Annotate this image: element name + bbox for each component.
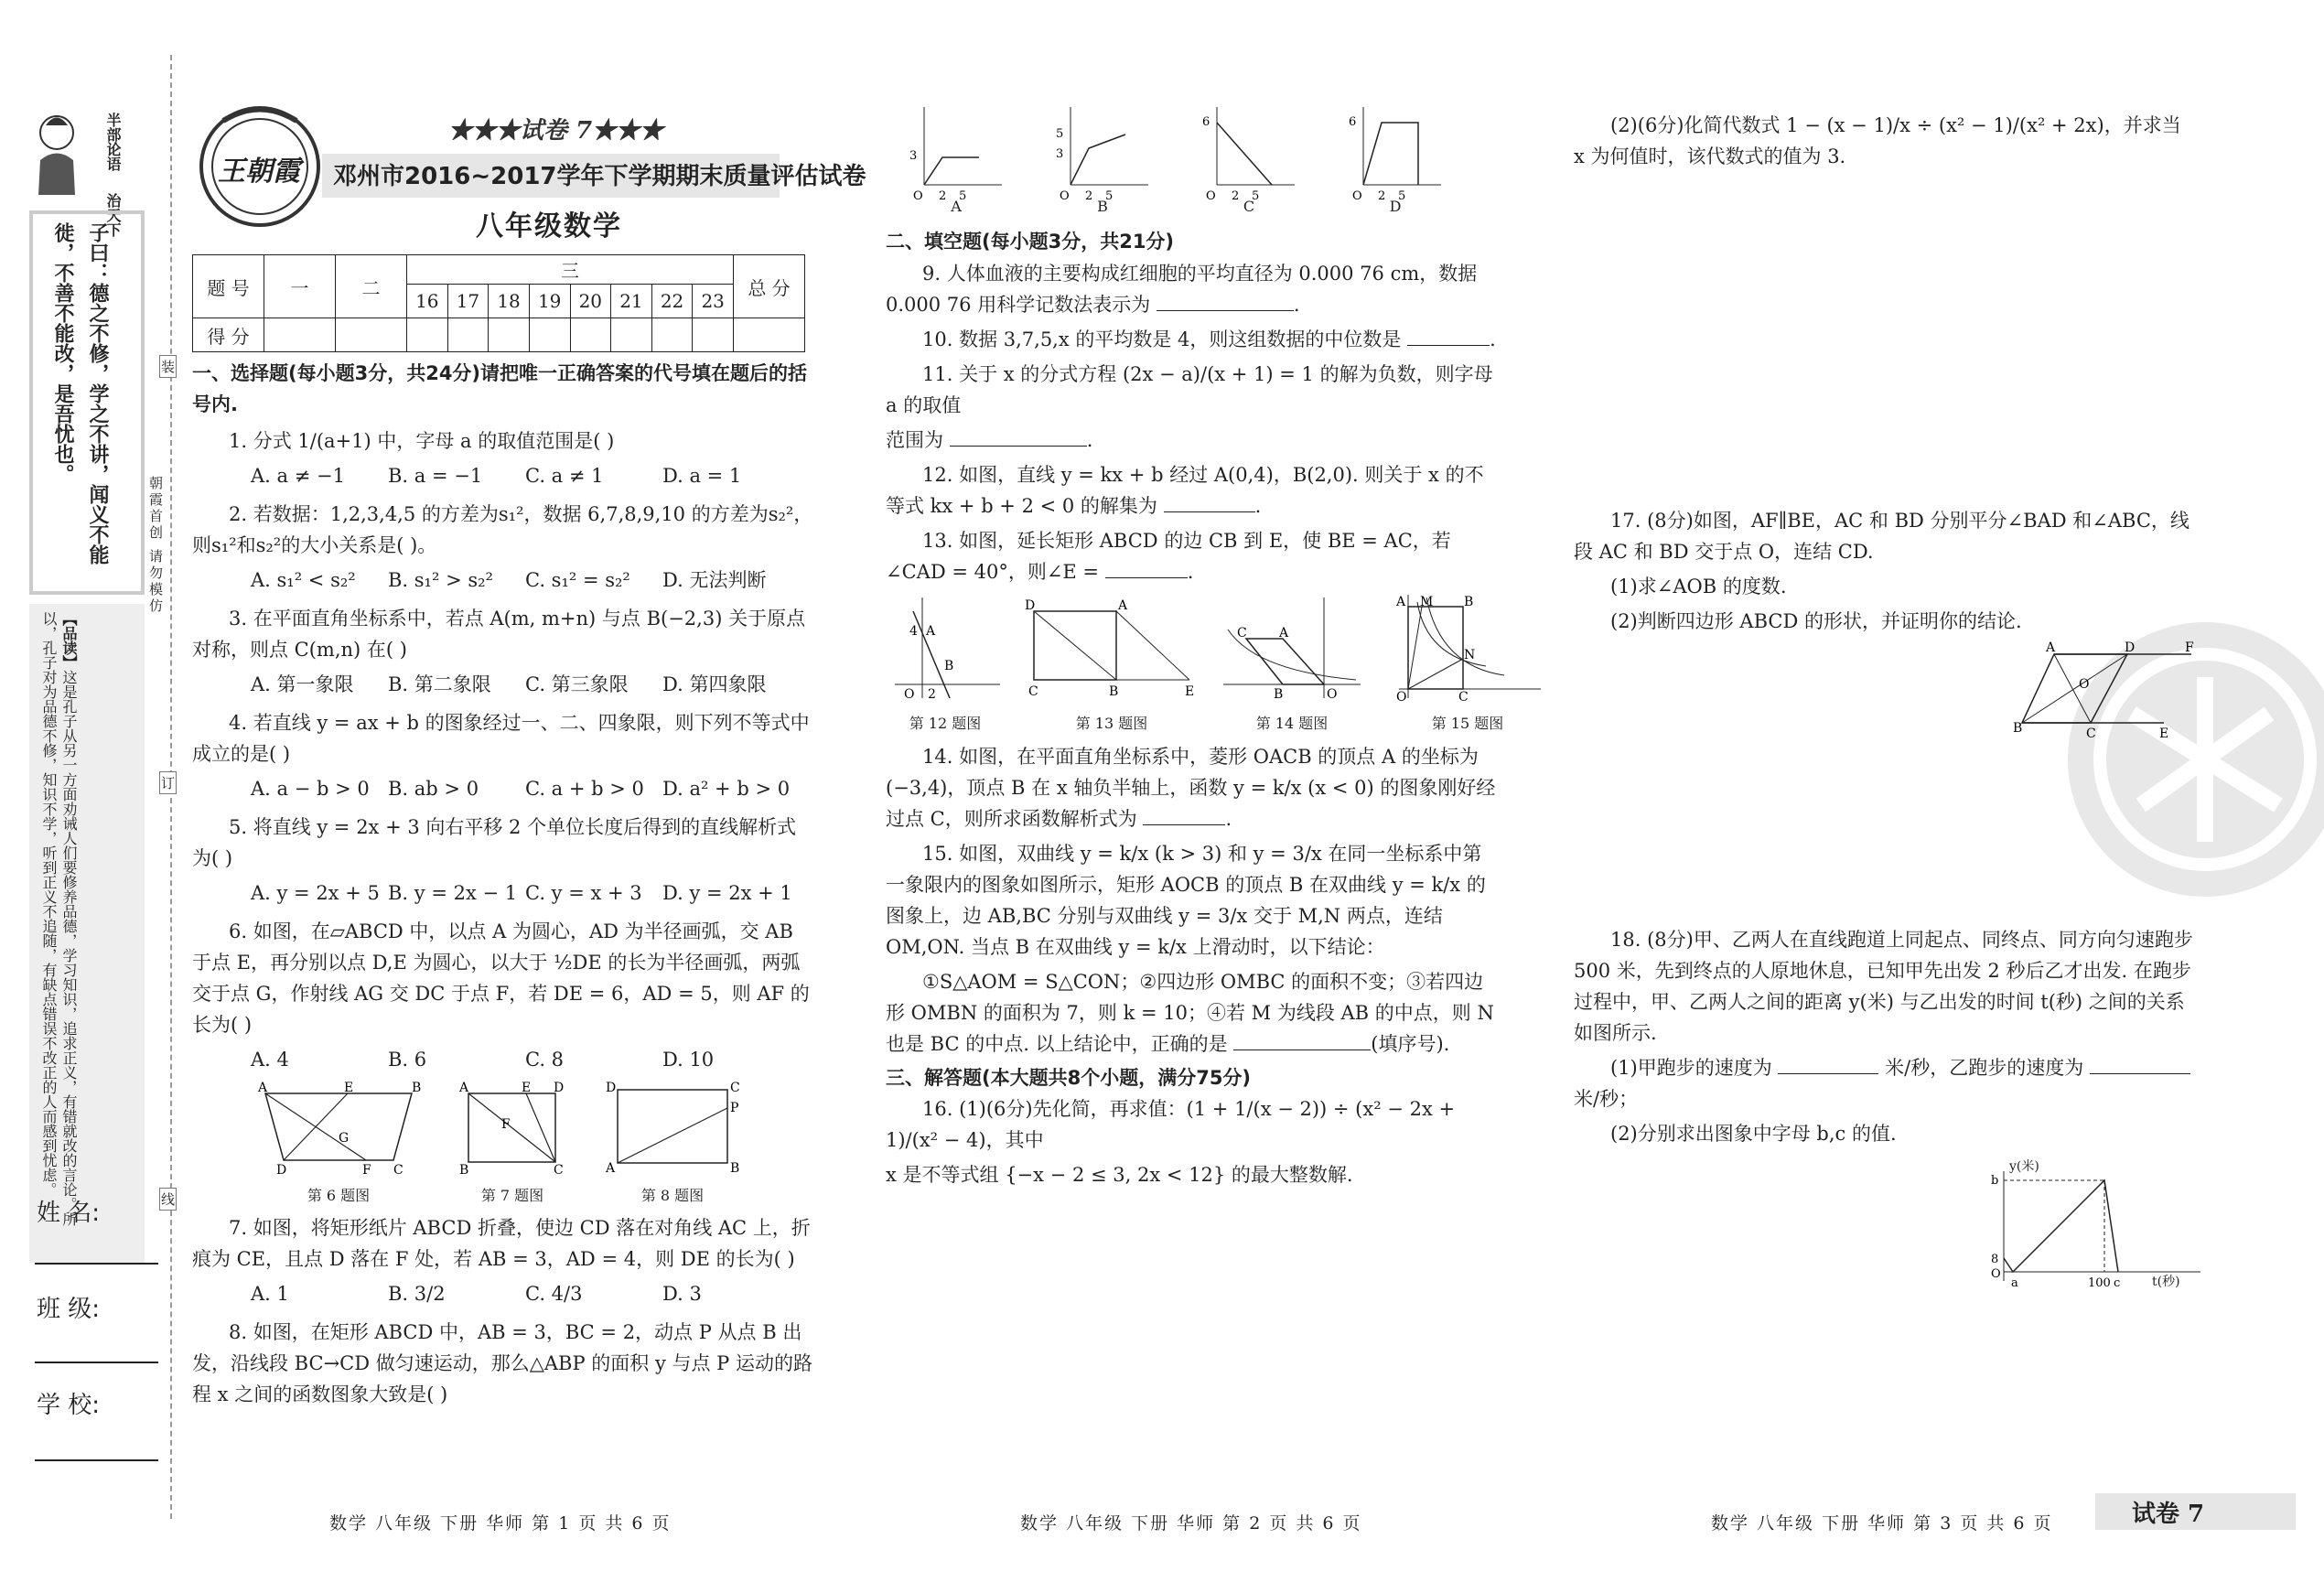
svg-text:O: O <box>1352 189 1362 203</box>
svg-text:5: 5 <box>1056 127 1064 141</box>
option[interactable]: B. 第二象限 <box>388 673 491 696</box>
svg-text:C: C <box>2086 727 2096 741</box>
score-header-3: 三 <box>407 255 734 285</box>
figure-6 <box>256 1082 421 1207</box>
svg-text:2: 2 <box>928 686 936 702</box>
side-note: 朝霞首创 请勿模仿 <box>147 476 164 615</box>
section1-heading: 一、选择题(每小题3分，共24分)请把唯一正确答案的代号填在题后的括号内. <box>192 362 808 415</box>
q17-part1: (1)求∠AOB 的度数. <box>1610 576 1787 598</box>
graph-d-plot <box>1345 102 1446 203</box>
score-cell[interactable] <box>407 318 448 352</box>
figure-15 <box>1385 593 1550 736</box>
class-field[interactable] <box>35 1362 158 1363</box>
figure-13-caption: 第 13 题图 <box>1075 714 1148 732</box>
svg-text:P: P <box>730 1101 739 1116</box>
hyperbola-figure <box>1385 593 1550 703</box>
option[interactable]: D. 无法判断 <box>662 569 767 592</box>
school-label: 学 校: <box>37 1392 101 1419</box>
svg-text:B: B <box>944 658 954 673</box>
svg-text:B: B <box>2013 721 2023 736</box>
svg-text:b: b <box>1991 1174 1999 1188</box>
option[interactable]: C. 4/3 <box>525 1283 583 1306</box>
q18: 18. (8分)甲、乙两人在直线跑道上同起点、同终点、同方向匀速跑步 500 米，先到终点的人原地休息，已知甲先出发 2 秒后乙才出发. 在跑步过程中，甲、乙两人之间的距离 y(米) 与乙出发的时间 t(秒) 之间的关系如图所示. <box>1574 929 2193 1045</box>
parallelogram-figure <box>256 1081 422 1179</box>
svg-text:B: B <box>730 1161 740 1177</box>
score-row-label: 得 分 <box>193 318 264 352</box>
figure-8 <box>604 1082 741 1207</box>
sidebar-quote: 子曰：德之不修，学之不讲，闻义不能徙，不善不能改，是吾忧也。 <box>51 222 110 565</box>
svg-text:D: D <box>606 1081 617 1096</box>
score-cell[interactable] <box>529 318 570 352</box>
svg-text:C: C <box>1028 683 1038 699</box>
question-18 <box>1574 924 2196 1153</box>
footer-page-2: 数学 八年级 下册 华师 第 2 页 共 6 页 <box>1020 1513 1362 1534</box>
option[interactable]: C. y = x + 3 <box>525 882 642 905</box>
figure-8-caption: 第 8 题图 <box>640 1186 705 1204</box>
sidebar-comment: 【品读】这是孔子从另一方面劝诫人们要修养品德，学习知识，追求正义，有错就改的言论。所以，孔子对为品德不修，知识不学，听到正义不追随，有缺点错误不改正的人而感到忧虑。 <box>40 611 78 1226</box>
figure-12-caption: 第 12 题图 <box>909 714 982 732</box>
svg-text:2: 2 <box>939 189 947 203</box>
q9: 9. 人体血液的主要构成红细胞的平均直径为 0.000 76 cm，数据 0.000 76 用科学记数法表示为 . <box>886 262 1478 316</box>
svg-text:100: 100 <box>2088 1276 2111 1290</box>
figure-15-caption: 第 15 题图 <box>1431 714 1504 732</box>
sidebar-portrait <box>29 105 84 197</box>
graph-x-label: t(秒) <box>2152 1275 2180 1289</box>
name-field[interactable] <box>35 1263 158 1265</box>
rectangle-fold-figure <box>457 1081 567 1179</box>
column-2 <box>886 227 1504 1194</box>
option[interactable]: C. a ≠ 1 <box>525 465 604 488</box>
school-field[interactable] <box>35 1459 158 1461</box>
svg-text:M: M <box>1420 594 1434 609</box>
option[interactable]: A. 第一象限 <box>251 673 354 696</box>
option[interactable]: B. ab > 0 <box>388 778 479 801</box>
rhombus-figure <box>1219 593 1365 703</box>
svg-text:O: O <box>1327 686 1338 702</box>
figure-7 <box>457 1082 567 1207</box>
q1-options <box>251 460 814 491</box>
option[interactable]: B. s₁² > s₂² <box>388 569 493 592</box>
answer-blank[interactable] <box>1143 808 1225 825</box>
svg-text:5: 5 <box>1252 189 1260 203</box>
svg-text:2: 2 <box>1085 189 1093 203</box>
figure-14-caption: 第 14 题图 <box>1255 714 1329 732</box>
q10: 10. 数据 3,7,5,x 的平均数是 4，则这组数据的中位数是 . <box>922 328 1496 350</box>
option[interactable]: D. 10 <box>662 1049 715 1071</box>
svg-text:c: c <box>2114 1276 2121 1290</box>
svg-text:E: E <box>2159 727 2169 741</box>
q2: 2. 若数据：1,2,3,4,5 的方差为s₁²，数据 6,7,8,9,10 的方差为s₂²，则s₁²和s₂²的大小关系是( )。 <box>192 503 813 557</box>
rectangle-abcd-figure <box>604 1081 741 1177</box>
answer-blank[interactable] <box>1407 328 1490 346</box>
svg-text:C: C <box>730 1081 740 1096</box>
q6: 6. 如图，在▱ABCD 中，以点 A 为圆心，AD 为半径画弧，交 AB 于点 E，再分别以点 D,E 为圆心，以大于 ½DE 的长为半径画弧，两弧交于点 G，作射线 AG 交 DC 于点 F，若 DE = 6，AD = 5，则 AF 的长为( ) <box>192 920 810 1037</box>
graph-d <box>1345 102 1446 221</box>
svg-text:E: E <box>1185 683 1195 699</box>
figure-12 <box>886 593 1005 736</box>
svg-text:O: O <box>1060 189 1070 203</box>
svg-text:5: 5 <box>1105 189 1114 203</box>
answer-blank[interactable] <box>2090 1057 2190 1074</box>
score-cell[interactable] <box>264 318 336 352</box>
figures-6-8 <box>256 1082 814 1207</box>
footer-page-3: 数学 八年级 下册 华师 第 3 页 共 6 页 <box>1711 1513 2053 1534</box>
svg-text:O: O <box>2079 677 2090 692</box>
score-cell[interactable] <box>693 318 734 352</box>
q3-options <box>251 669 814 700</box>
paper-number: ★★★试卷 7★★★ <box>448 117 664 145</box>
score-cell[interactable] <box>489 318 530 352</box>
q12: 12. 如图，直线 y = kx + b 经过 A(0,4)，B(2,0). 则关于 x 的不等式 kx + b + 2 < 0 的解集为 . <box>886 463 1484 517</box>
svg-text:3: 3 <box>909 149 918 163</box>
option[interactable]: A. s₁² < s₂² <box>251 569 356 592</box>
q16-part2: (2)(6分)化简代数式 1 − (x − 1)/x ÷ (x² − 1)/(x² + 2x)，并求当 x 为何值时，该代数式的值为 3. <box>1574 114 2181 168</box>
distance-time-graph <box>1985 1162 2205 1290</box>
svg-text:C: C <box>393 1163 403 1179</box>
svg-text:A: A <box>1118 597 1128 613</box>
q16b: x 是不等式组 {−x − 2 ≤ 3, 2x < 12} 的最大整数解. <box>886 1164 1353 1187</box>
score-sub-18: 18 <box>489 285 530 318</box>
q15b: ①S△AOM = S△CON；②四边形 OMBC 的面积不变；③若四边形 OMBN 的面积为 7，则 k = 10；④若 M 为线段 AB 的中点，则 N 也是 BC 的中点. 以上结论中，正确的是 (填序号). <box>886 970 1494 1055</box>
q8-graphs <box>906 102 1510 221</box>
svg-text:F: F <box>362 1163 371 1179</box>
score-sub-17: 17 <box>447 285 489 318</box>
sidebar-motto: 半部论语 治天下 <box>104 113 122 237</box>
svg-text:A: A <box>2046 640 2056 655</box>
score-cell[interactable] <box>734 318 805 352</box>
figure-13 <box>1025 593 1199 736</box>
score-cell[interactable] <box>447 318 489 352</box>
option[interactable]: D. y = 2x + 1 <box>662 882 792 905</box>
q16: 16. (1)(6分)先化简，再求值：(1 + 1/(x − 2)) ÷ (x² − 2x + 1)/(x² − 4)，其中 <box>886 1098 1456 1152</box>
graph-b-plot <box>1052 102 1153 203</box>
option[interactable]: D. 第四象限 <box>662 673 767 696</box>
graph-c-label: C <box>1243 198 1255 215</box>
bind-mark-3: 线 <box>159 1188 177 1211</box>
bind-mark-1: 装 <box>159 355 177 378</box>
option[interactable]: D. a = 1 <box>662 465 742 488</box>
figure-14 <box>1219 593 1365 736</box>
svg-text:O: O <box>1991 1267 2001 1281</box>
svg-text:O: O <box>1396 689 1407 705</box>
option[interactable]: A. y = 2x + 5 <box>251 882 380 905</box>
score-header-1: 一 <box>264 255 336 318</box>
q6-options <box>251 1044 814 1075</box>
svg-text:D: D <box>1025 597 1036 613</box>
parallel-lines-figure <box>2013 640 2196 741</box>
graph-c-plot <box>1199 102 1299 203</box>
logo-text: 王朝霞 <box>218 156 300 188</box>
answer-blank[interactable] <box>1778 1057 1878 1074</box>
subject-title: 八年级数学 <box>476 210 622 242</box>
score-header-label: 题 号 <box>193 255 264 318</box>
option[interactable]: D. a² + b > 0 <box>662 778 791 801</box>
section2-heading: 二、填空题(每小题3分，共21分) <box>886 231 1175 253</box>
figure-18 <box>1985 1159 2205 1290</box>
option[interactable]: C. 第三象限 <box>525 673 629 696</box>
bind-mark-2: 订 <box>159 771 177 794</box>
q13: 13. 如图，延长矩形 ABCD 的边 CB 到 E，使 BE = AC，若∠CAD = 40°，则∠E = . <box>886 529 1451 583</box>
svg-text:A: A <box>459 1081 469 1096</box>
answer-blank[interactable] <box>1164 495 1255 512</box>
q17-part2: (2)判断四边形 ABCD 的形状，并证明你的结论. <box>1610 610 2022 633</box>
svg-text:5: 5 <box>1398 189 1406 203</box>
graph-a-label: A <box>951 198 962 215</box>
svg-text:B: B <box>1109 683 1119 699</box>
figures-12-15 <box>886 593 1504 736</box>
graph-y-label: y(米) <box>2009 1159 2039 1174</box>
logo <box>196 102 324 231</box>
svg-text:a: a <box>2011 1276 2018 1290</box>
figure-7-caption: 第 7 题图 <box>480 1186 544 1204</box>
q17: 17. (8分)如图，AF∥BE，AC 和 BD 分别平分∠BAD 和∠ABC，线段 AC 和 BD 交于点 O，连结 CD. <box>1574 510 2190 564</box>
svg-text:E: E <box>344 1081 354 1096</box>
option[interactable]: A. a ≠ −1 <box>251 465 345 488</box>
score-sub-21: 21 <box>611 285 652 318</box>
q11b: 范围为 . <box>886 428 1093 451</box>
score-sub-23: 23 <box>693 285 734 318</box>
confucius-icon <box>29 105 84 197</box>
svg-text:A: A <box>1279 625 1289 640</box>
graph-c <box>1199 102 1299 221</box>
svg-text:6: 6 <box>1349 115 1357 129</box>
svg-text:C: C <box>554 1163 564 1179</box>
graph-b-label: B <box>1097 198 1108 215</box>
option[interactable]: B. y = 2x − 1 <box>388 882 518 905</box>
svg-text:D: D <box>2125 640 2136 655</box>
svg-text:B: B <box>1274 686 1284 702</box>
svg-text:6: 6 <box>1202 115 1210 129</box>
option[interactable]: B. 6 <box>388 1049 427 1071</box>
svg-text:E: E <box>522 1081 532 1096</box>
score-cell[interactable] <box>570 318 611 352</box>
score-cell[interactable] <box>651 318 693 352</box>
q8: 8. 如图，在矩形 ABCD 中，AB = 3，BC = 2，动点 P 从点 B 出发，沿线段 BC→CD 做匀速运动，那么△ABP 的面积 y 与点 P 运动的路程 x 之间的函数图象大致是( ) <box>192 1321 812 1406</box>
svg-text:A: A <box>258 1081 268 1096</box>
svg-text:A: A <box>606 1161 616 1177</box>
q18-part2: (2)分别求出图象中字母 b,c 的值. <box>1610 1123 1897 1146</box>
footer-page-1: 数学 八年级 下册 华师 第 1 页 共 6 页 <box>329 1513 672 1534</box>
svg-text:5: 5 <box>959 189 967 203</box>
svg-text:O: O <box>913 189 923 203</box>
q1: 1. 分式 1/(a+1) 中，字母 a 的取值范围是( ) <box>229 430 615 453</box>
score-sub-19: 19 <box>529 285 570 318</box>
answer-blank[interactable] <box>1233 1033 1371 1050</box>
score-sub-16: 16 <box>407 285 448 318</box>
score-table <box>192 254 805 352</box>
figure-6-caption: 第 6 题图 <box>307 1186 371 1204</box>
svg-text:B: B <box>412 1081 422 1096</box>
exam-title: 邓州市2016~2017学年下学期期末质量评估试卷 <box>333 163 866 190</box>
q5-options <box>251 877 814 909</box>
line-graph-figure <box>886 593 1005 703</box>
option[interactable]: C. 8 <box>525 1049 565 1071</box>
option[interactable]: C. s₁² = s₂² <box>525 569 630 592</box>
rectangle-extended-figure <box>1025 593 1199 703</box>
score-sub-20: 20 <box>570 285 611 318</box>
svg-text:A: A <box>926 623 936 639</box>
svg-text:4: 4 <box>909 623 918 639</box>
footer-tag: 试卷 7 <box>2132 1501 2205 1528</box>
q4: 4. 若直线 y = ax + b 的图象经过一、二、四象限，则下列不等式中成立的是( ) <box>192 712 810 766</box>
column-1 <box>192 359 814 1415</box>
svg-text:D: D <box>554 1081 565 1096</box>
graph-d-label: D <box>1389 198 1402 215</box>
svg-text:A: A <box>1396 594 1406 609</box>
svg-text:B: B <box>1464 594 1474 609</box>
option[interactable]: B. a = −1 <box>388 465 483 488</box>
svg-text:8: 8 <box>1991 1253 1999 1266</box>
q5: 5. 将直线 y = 2x + 3 向右平移 2 个单位长度后得到的直线解析式为( ) <box>192 816 797 870</box>
q7-options <box>251 1278 814 1309</box>
q15: 15. 如图，双曲线 y = k/x (k > 3) 和 y = 3/x 在同一坐标系中第一象限内的图象如图所示，矩形 AOCB 的顶点 B 在双曲线 y = k/x 的图象上，边 AB,BC 分别与双曲线 y = 3/x 交于 M,N 两点，连结 OM,ON. 当点 B 在双曲线 y = k/x 上滑动时，以下结论： <box>886 842 1486 958</box>
svg-text:D: D <box>276 1163 287 1179</box>
answer-blank[interactable] <box>950 429 1087 447</box>
svg-text:F: F <box>501 1117 511 1133</box>
section3-heading: 三、解答题(本大题共8个小题，满分75分) <box>886 1066 1252 1089</box>
option[interactable]: D. 3 <box>662 1283 702 1306</box>
svg-text:F: F <box>2185 640 2194 655</box>
svg-text:B: B <box>459 1163 469 1179</box>
option[interactable]: A. 4 <box>251 1049 289 1071</box>
svg-text:C: C <box>1237 625 1247 640</box>
score-cell[interactable] <box>611 318 652 352</box>
graph-a-plot <box>906 102 1006 203</box>
class-label: 班 级: <box>37 1296 101 1323</box>
answer-blank[interactable] <box>1105 561 1188 578</box>
svg-text:G: G <box>339 1131 350 1146</box>
name-label: 姓 名: <box>37 1200 101 1227</box>
option[interactable]: A. 1 <box>251 1283 289 1306</box>
q7: 7. 如图，将矩形纸片 ABCD 折叠，使边 CD 落在对角线 AC 上，折痕为 CE，且点 D 落在 F 处，若 AB = 3，AD = 4，则 DE 的长为( ) <box>192 1217 811 1271</box>
q11: 11. 关于 x 的分式方程 (2x − a)/(x + 1) = 1 的解为负数，则字母 a 的取值 <box>886 362 1493 416</box>
svg-text:O: O <box>1206 189 1216 203</box>
q4-options <box>251 773 814 804</box>
graph-b <box>1052 102 1153 221</box>
svg-text:3: 3 <box>1056 147 1064 161</box>
q2-options <box>251 565 814 596</box>
q14: 14. 如图，在平面直角坐标系中，菱形 OACB 的顶点 A 的坐标为(−3,4)，顶点 B 在 x 轴负半轴上，函数 y = k/x (x < 0) 的图象刚好经过点 C，则所求函数解析式为 . <box>886 745 1496 830</box>
option[interactable]: A. a − b > 0 <box>251 778 370 801</box>
score-sub-22: 22 <box>651 285 693 318</box>
graph-a <box>906 102 1006 221</box>
svg-text:O: O <box>904 686 915 702</box>
option[interactable]: C. a + b > 0 <box>525 778 644 801</box>
svg-text:2: 2 <box>1232 189 1240 203</box>
question-17 <box>1574 505 2196 640</box>
svg-text:2: 2 <box>1378 189 1386 203</box>
answer-blank[interactable] <box>1157 294 1294 311</box>
svg-text:C: C <box>1458 689 1469 705</box>
score-cell[interactable] <box>336 318 407 352</box>
column-3 <box>1574 110 2196 176</box>
figure-17 <box>2013 640 2196 741</box>
score-header-total: 总 分 <box>734 255 805 318</box>
svg-text:N: N <box>1464 647 1476 662</box>
q18-part1: (1)甲跑步的速度为 米/秒，乙跑步的速度为 米/秒； <box>1574 1052 2196 1114</box>
score-header-2: 二 <box>336 255 407 318</box>
q3: 3. 在平面直角坐标系中，若点 A(m, m+n) 与点 B(−2,3) 关于原点对称，则点 C(m,n) 在( ) <box>192 608 806 662</box>
option[interactable]: B. 3/2 <box>388 1283 446 1306</box>
